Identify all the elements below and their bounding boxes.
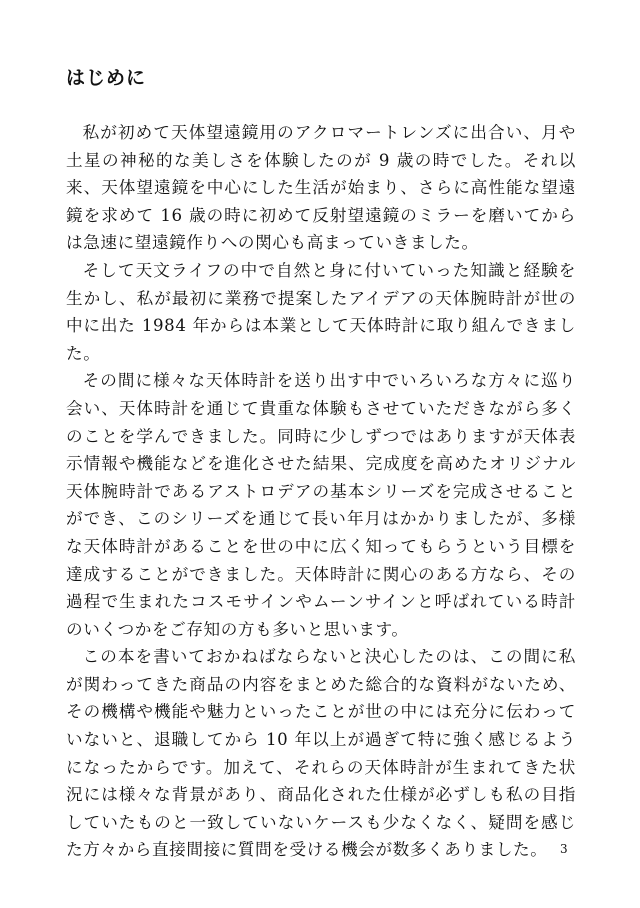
paragraph-2: そして天文ライフの中で自然と身に付いていった知識と経験を生かし、私が最初に業務で提案したアイデアの天体腕時計が世の中に出た 1984 年からは本業として天体時計に取り組んできました。 [66, 260, 576, 363]
chapter-heading: はじめに [66, 67, 147, 89]
body-text [66, 119, 576, 864]
paragraph-3: その間に様々な天体時計を送り出す中でいろいろな方々に巡り会い、天体時計を通じて貴重な体験もさせていただきながら多くのことを学んできました。同時に少しずつではありますが天体表示情報や機能などを進化させた結果、完成度を高めたオリジナル天体腕時計であるアストロデアの基本シリーズを完成させることができ、このシリーズを通じて長い年月はかかりましたが、多様な天体時計があることを世の中に広く知ってもらうという目標を達成することができました。天体時計に関心のある方なら、その過程で生まれたコスモサインやムーンサインと呼ばれている時計のいくつかをご存知の方も多いと思います。 [66, 371, 576, 639]
page-number: 3 [560, 842, 568, 856]
paragraph-4: この本を書いておかねばならないと決心したのは、この間に私が関わってきた商品の内容をまとめた総合的な資料がないため、その機構や機能や魅力といったことが世の中には充分に伝わっていないと、退職してから 10 年以上が過ぎて特に強く感じるようになったからです。加えて、それらの天体時計が生まれてきた状況には様々な背景があり、商品化された仕様が必ずしも私の目指していたものと一致していないケースも少なくなく、疑問を感じた方々から直接間接に質問を受ける機会が数多くありました。 [66, 647, 576, 860]
paragraph-1: 私が初めて天体望遠鏡用のアクロマートレンズに出合い、月や土星の神秘的な美しさを体験したのが 9 歳の時でした。それ以来、天体望遠鏡を中心にした生活が始まり、さらに高性能な望遠鏡を求めて 16 歳の時に初めて反射望遠鏡のミラーを磨いてからは急速に望遠鏡作りへの関心も高まっていきました。 [66, 123, 576, 253]
